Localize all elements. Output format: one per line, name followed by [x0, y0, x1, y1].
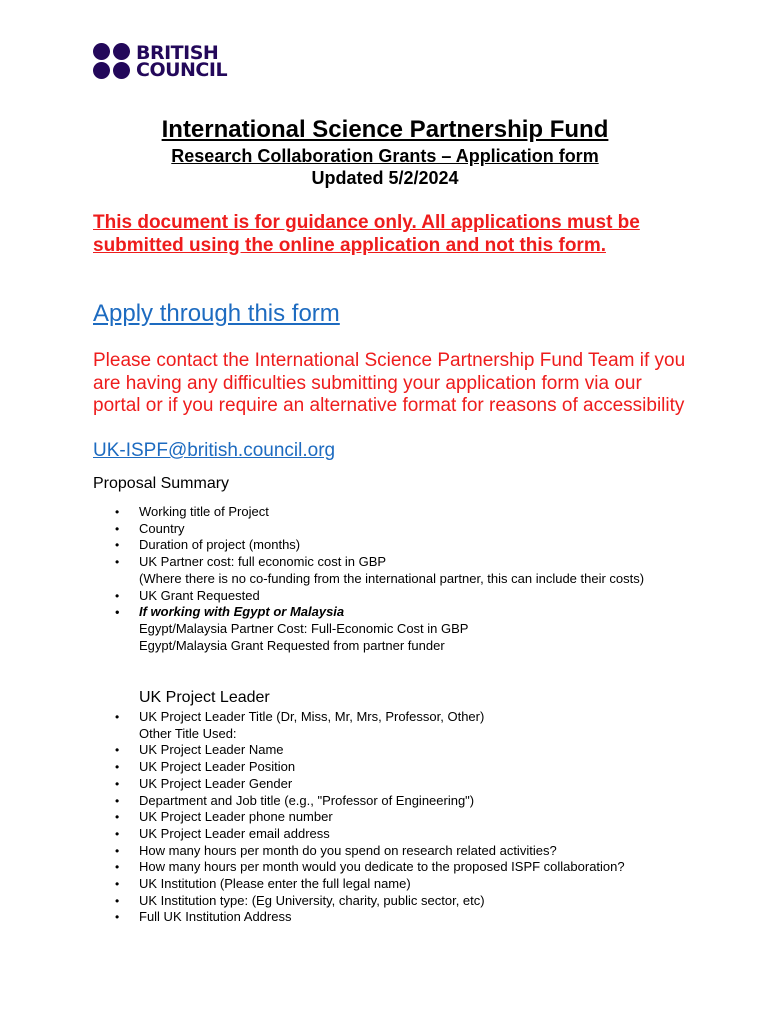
- contact-text: Please contact the International Science Partnership Fund Team if you are having any difficulties submitting your application form via our portal or if you require an alternative format for reasons of accessibility: [93, 350, 686, 416]
- list-item: • UK Project Leader Gender: [93, 776, 733, 793]
- logo-dots-icon: [93, 43, 131, 80]
- list-item: • UK Institution (Please enter the full legal name): [93, 876, 733, 893]
- uk-project-leader-heading: UK Project Leader: [139, 689, 270, 706]
- list-item: • Working title of Project: [93, 504, 693, 521]
- document-subtitle: Research Collaboration Grants – Application form: [171, 146, 599, 166]
- list-item: • UK Grant Requested: [93, 588, 693, 605]
- proposal-summary-list: [93, 504, 693, 654]
- updated-date: Updated 5/2/2024: [311, 168, 459, 188]
- list-item: • Department and Job title (e.g., "Professor of Engineering"): [93, 793, 733, 810]
- guidance-warning: This document is for guidance only. All applications must be submitted using the online application and not this form.: [93, 212, 640, 256]
- list-item: • If working with Egypt or Malaysia: [93, 604, 693, 621]
- apply-link[interactable]: Apply through this form: [93, 300, 340, 327]
- british-council-logo: [93, 43, 227, 80]
- list-item: (Where there is no co-funding from the international partner, this can include their costs): [139, 570, 645, 586]
- list-item: • How many hours per month do you spend on research related activities?: [93, 843, 733, 860]
- uk-project-leader-list: [93, 709, 733, 926]
- list-item: Egypt/Malaysia Grant Requested from partner funder: [139, 637, 445, 653]
- list-item: • Country: [93, 521, 693, 538]
- list-item: Other Title Used:: [139, 725, 237, 741]
- list-item: • UK Project Leader Title (Dr, Miss, Mr, Mrs, Professor, Other): [93, 709, 733, 726]
- list-item: • Full UK Institution Address: [93, 909, 733, 926]
- contact-email-link[interactable]: UK-ISPF@british.council.org: [93, 440, 336, 461]
- proposal-summary-heading: Proposal Summary: [93, 475, 230, 492]
- list-item: • UK Project Leader email address: [93, 826, 733, 843]
- list-item: Egypt/Malaysia Partner Cost: Full-Economic Cost in GBP: [139, 620, 469, 636]
- list-item: • UK Project Leader phone number: [93, 809, 733, 826]
- list-item: • Duration of project (months): [93, 537, 693, 554]
- logo-text: BRITISH COUNCIL: [136, 41, 228, 81]
- list-item: • UK Project Leader Name: [93, 742, 733, 759]
- list-item: • UK Project Leader Position: [93, 759, 733, 776]
- list-item: • UK Partner cost: full economic cost in GBP: [93, 554, 693, 571]
- list-item: • How many hours per month would you dedicate to the proposed ISPF collaboration?: [93, 859, 733, 876]
- list-item: • UK Institution type: (Eg University, charity, public sector, etc): [93, 893, 733, 910]
- document-title: International Science Partnership Fund: [161, 116, 609, 143]
